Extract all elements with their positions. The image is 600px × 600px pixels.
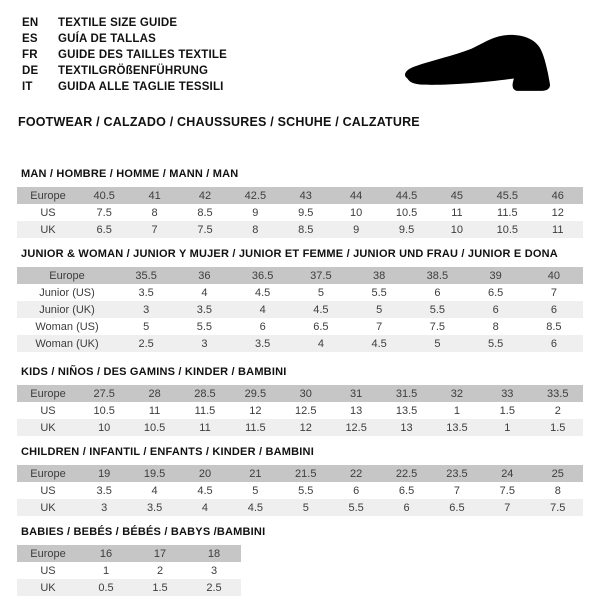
size-cell: 1.5: [550, 421, 566, 434]
size-cell: 23.5: [446, 467, 468, 480]
language-row-en: [22, 15, 583, 31]
size-cell: 6: [259, 320, 266, 333]
size-cell: 6: [550, 303, 557, 316]
category-line: FOOTWEAR / CALZADO / CHAUSSURES / SCHUHE / CALZATURE: [18, 115, 420, 129]
size-cell: 46: [551, 189, 564, 202]
size-table-children: [17, 465, 583, 516]
size-cell: 6.5: [487, 286, 504, 299]
size-cell: 5: [317, 286, 324, 299]
size-cell: 4: [317, 337, 324, 350]
size-cell: 7: [151, 223, 158, 236]
language-label: TEXTILE SIZE GUIDE: [58, 17, 178, 29]
size-table-babies: [17, 545, 241, 596]
row-label: UK: [40, 223, 56, 236]
size-cell: 45.5: [496, 189, 519, 202]
size-cell: 13.5: [395, 404, 418, 417]
size-cell: 2: [554, 404, 561, 417]
row-label: Junior (UK): [39, 303, 95, 316]
section-title: KIDS / NIÑOS / DES GAMINS / KINDER / BAMBINI: [21, 366, 287, 378]
size-cell: 4.5: [247, 501, 264, 514]
size-cell: 12.5: [295, 404, 317, 417]
size-cell: 7.5: [499, 484, 515, 497]
size-cell: 2: [156, 564, 164, 577]
row-label: US: [40, 564, 56, 577]
size-cell: 0.5: [98, 581, 114, 594]
size-cell: 1: [504, 421, 511, 434]
size-cell: 31.5: [395, 387, 418, 400]
section-title: BABIES / BEBÉS / BÉBÉS / BABYS /BAMBINI: [21, 526, 266, 538]
size-cell: 7: [550, 286, 557, 299]
size-cell: 9.5: [298, 206, 314, 219]
row-label: Europe: [30, 387, 66, 400]
size-cell: 30: [299, 387, 312, 400]
size-cell: 4: [201, 286, 208, 299]
size-cell: 12: [299, 421, 312, 434]
section-title: JUNIOR & WOMAN / JUNIOR Y MUJER / JUNIOR ET FEMME / JUNIOR UND FRAU / JUNIOR E DONA: [21, 248, 558, 260]
size-cell: 5: [434, 337, 441, 350]
size-cell: 6.5: [96, 223, 112, 236]
size-cell: 8.5: [298, 223, 314, 236]
size-cell: 10: [98, 421, 111, 434]
size-cell: 12: [249, 404, 262, 417]
size-cell: 9: [252, 206, 259, 219]
row-label: UK: [40, 501, 56, 514]
table-row-uk: [17, 579, 241, 596]
size-cell: 5: [252, 484, 259, 497]
size-cell: 11: [148, 404, 161, 417]
size-cell: 6: [403, 501, 410, 514]
row-label: UK: [40, 581, 56, 594]
size-cell: 21.5: [295, 467, 317, 480]
section-title: CHILDREN / INFANTIL / ENFANTS / KINDER / BAMBINI: [21, 446, 314, 458]
table-row-woman-us: [17, 318, 583, 335]
size-tables-container: [17, 169, 583, 596]
size-cell: 8: [252, 223, 259, 236]
size-cell: 11: [552, 223, 564, 236]
table-row-europe: [17, 385, 583, 402]
size-cell: 7.5: [550, 501, 566, 514]
size-cell: 8: [554, 484, 561, 497]
size-cell: 11.5: [245, 421, 266, 434]
size-cell: 4: [201, 501, 209, 514]
size-cell: 4.5: [254, 286, 271, 299]
size-cell: 6: [353, 484, 360, 497]
size-cell: 4.5: [197, 484, 213, 497]
size-cell: 27.5: [93, 387, 115, 400]
table-row-europe: [17, 267, 583, 284]
size-cell: 6: [492, 303, 499, 316]
size-cell: 1.5: [499, 404, 515, 417]
size-cell: 5.5: [371, 286, 387, 299]
size-cell: 9.5: [398, 223, 415, 236]
row-label: UK: [40, 421, 56, 434]
section-title: MAN / HOMBRE / HOMME / MANN / MAN: [21, 168, 239, 180]
table-row-europe: [17, 545, 241, 562]
size-cell: 8: [151, 206, 158, 219]
size-cell: 8: [492, 320, 499, 333]
size-cell: 5: [376, 303, 383, 316]
size-cell: 22.5: [395, 467, 418, 480]
size-cell: 3: [101, 501, 108, 514]
language-code: FR: [22, 49, 38, 61]
row-label: US: [40, 484, 56, 497]
size-cell: 6: [434, 286, 441, 299]
size-cell: 38: [373, 269, 386, 282]
table-row-junior-us: [17, 284, 583, 301]
table-row-us: [17, 204, 583, 221]
table-row-uk: [17, 419, 583, 436]
size-cell: 9: [353, 223, 360, 236]
size-cell: 2.5: [138, 337, 154, 350]
size-cell: 39: [489, 269, 502, 282]
size-cell: 44.5: [395, 189, 418, 202]
size-cell: 5.5: [429, 303, 446, 316]
size-cell: 43: [299, 189, 312, 202]
size-cell: 44: [350, 189, 363, 202]
size-table-kids: [17, 385, 583, 436]
size-cell: 6.5: [398, 484, 415, 497]
size-table-man: [17, 187, 583, 238]
size-cell: 2.5: [206, 581, 222, 594]
size-cell: 42.5: [244, 189, 267, 202]
size-cell: 6.5: [313, 320, 329, 333]
size-cell: 24: [501, 467, 514, 480]
size-cell: 28: [148, 387, 161, 400]
size-cell: 40.5: [93, 189, 115, 202]
row-label: Europe: [30, 189, 66, 202]
row-label: Europe: [30, 467, 66, 480]
size-cell: 41: [148, 189, 161, 202]
size-cell: 20: [198, 467, 212, 480]
size-cell: 3.5: [196, 303, 213, 316]
size-cell: 38.5: [426, 269, 449, 282]
shoe-icon: [399, 33, 575, 95]
size-cell: 17: [153, 547, 167, 560]
table-row-us: [17, 482, 583, 499]
row-label: Europe: [49, 269, 85, 282]
size-cell: 36: [198, 269, 211, 282]
size-cell: 36.5: [251, 269, 274, 282]
size-cell: 3.5: [138, 286, 154, 299]
size-cell: 8.5: [546, 320, 562, 333]
size-cell: 3: [210, 564, 218, 577]
size-cell: 5: [302, 501, 309, 514]
size-section-junior-woman: [17, 249, 583, 352]
size-cell: 10.5: [395, 206, 418, 219]
size-cell: 28.5: [194, 387, 216, 400]
size-section-children: [17, 447, 583, 516]
size-cell: 22: [350, 467, 363, 480]
size-cell: 13.5: [446, 421, 468, 434]
size-cell: 31: [350, 387, 363, 400]
row-label: Woman (UK): [35, 337, 99, 350]
size-cell: 11: [199, 421, 211, 434]
size-cell: 1: [102, 564, 110, 577]
size-cell: 19: [98, 467, 111, 480]
language-code: IT: [22, 81, 33, 93]
size-cell: 5.5: [348, 501, 364, 514]
size-cell: 10.5: [496, 223, 519, 236]
size-cell: 6: [550, 337, 557, 350]
size-cell: 10: [450, 223, 464, 236]
language-label: TEXTILGRÖßENFÜHRUNG: [58, 65, 209, 77]
size-cell: 19.5: [143, 467, 166, 480]
size-cell: 3: [201, 337, 208, 350]
size-cell: 4.5: [371, 337, 387, 350]
language-label: GUIDA ALLE TAGLIE TESSILI: [58, 81, 224, 93]
size-cell: 13: [350, 404, 363, 417]
size-cell: 3.5: [146, 501, 163, 514]
size-cell: 10.5: [93, 404, 115, 417]
size-cell: 18: [207, 547, 221, 560]
size-cell: 33.5: [547, 387, 569, 400]
size-cell: 8.5: [197, 206, 213, 219]
table-row-uk: [17, 499, 583, 516]
size-cell: 37.5: [310, 269, 332, 282]
language-code: DE: [22, 65, 39, 77]
size-cell: 29.5: [244, 387, 267, 400]
size-cell: 1.5: [152, 581, 168, 594]
table-row-junior-uk: [17, 301, 583, 318]
row-label: Woman (US): [35, 320, 99, 333]
size-cell: 16: [99, 547, 113, 560]
table-row-us: [17, 562, 241, 579]
size-cell: 7.5: [429, 320, 446, 333]
size-cell: 6.5: [449, 501, 465, 514]
size-cell: 25: [551, 467, 564, 480]
size-section-babies: [17, 527, 583, 596]
table-row-europe: [17, 187, 583, 204]
size-cell: 10: [350, 206, 363, 219]
size-cell: 11: [451, 206, 463, 219]
size-cell: 32: [450, 387, 464, 400]
size-cell: 7: [504, 501, 511, 514]
row-label: Europe: [30, 547, 66, 560]
table-row-uk: [17, 221, 583, 238]
size-cell: 5.5: [196, 320, 213, 333]
language-code: ES: [22, 33, 38, 45]
size-cell: 4: [259, 303, 266, 316]
table-row-woman-uk: [17, 335, 583, 352]
size-cell: 4: [151, 484, 158, 497]
size-cell: 42: [198, 189, 212, 202]
size-cell: 7.5: [96, 206, 112, 219]
size-cell: 10.5: [143, 421, 166, 434]
size-cell: 11.5: [194, 404, 216, 417]
size-table-junior-woman: [17, 267, 583, 352]
table-row-us: [17, 402, 583, 419]
size-cell: 1: [453, 404, 460, 417]
size-cell: 33: [501, 387, 514, 400]
row-label: US: [40, 404, 56, 417]
size-cell: 45: [450, 189, 464, 202]
size-cell: 7: [376, 320, 383, 333]
size-cell: 40: [547, 269, 560, 282]
size-cell: 35.5: [135, 269, 157, 282]
size-cell: 21: [249, 467, 262, 480]
language-code: EN: [22, 17, 39, 29]
size-cell: 12.5: [345, 421, 367, 434]
language-label: GUIDE DES TAILLES TEXTILE: [58, 49, 227, 61]
size-cell: 5: [143, 320, 150, 333]
size-cell: 3.5: [96, 484, 112, 497]
size-cell: 12: [551, 206, 564, 219]
table-row-europe: [17, 465, 583, 482]
size-section-kids: [17, 367, 583, 436]
size-cell: 5.5: [487, 337, 504, 350]
size-cell: 11.5: [497, 206, 518, 219]
size-cell: 3.5: [254, 337, 271, 350]
size-cell: 7: [453, 484, 460, 497]
size-cell: 5.5: [298, 484, 314, 497]
size-cell: 3: [143, 303, 150, 316]
row-label: Junior (US): [39, 286, 95, 299]
size-cell: 13: [400, 421, 413, 434]
size-cell: 7.5: [197, 223, 213, 236]
size-cell: 4.5: [313, 303, 329, 316]
language-label: GUÍA DE TALLAS: [58, 33, 156, 45]
size-section-man: [17, 169, 583, 238]
row-label: US: [40, 206, 56, 219]
